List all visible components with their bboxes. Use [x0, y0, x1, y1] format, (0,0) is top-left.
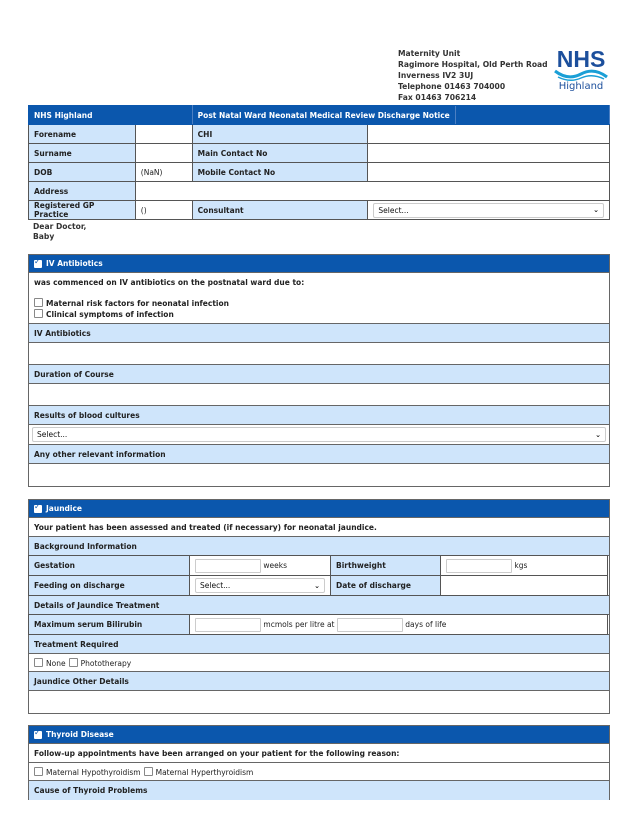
mobile-contact-label: Mobile Contact No: [192, 163, 368, 182]
jaundice-section: [28, 499, 610, 714]
treatment-required-label: Treatment Required: [29, 635, 609, 654]
wave-icon: [554, 68, 608, 82]
address-line: Maternity Unit: [398, 49, 461, 58]
checkbox[interactable]: [34, 309, 43, 318]
gestation-input[interactable]: [195, 559, 261, 573]
checkbox-option[interactable]: [34, 658, 66, 668]
section-intro: Your patient has been assessed and treated (if necessary) for neonatal jaundice.: [29, 518, 609, 537]
checkbox-label: None: [46, 658, 66, 668]
antibiotics-field[interactable]: [29, 343, 609, 365]
checkbox[interactable]: [34, 298, 43, 307]
jaundice-checkbox[interactable]: [34, 505, 42, 513]
checkbox-option[interactable]: [34, 298, 604, 309]
feeding-select[interactable]: [195, 578, 325, 593]
surname-value: [135, 144, 192, 163]
duration-field[interactable]: [29, 384, 609, 406]
gp-value: (): [135, 201, 192, 220]
jaundice-other-field[interactable]: [29, 691, 609, 713]
section-title: Thyroid Disease: [46, 730, 114, 739]
table-header-row: [29, 106, 610, 125]
checkbox-label: Phototherapy: [80, 658, 132, 668]
birthweight-label: Birthweight: [331, 556, 441, 576]
org-name: NHS Highland: [29, 106, 193, 125]
table-row: [29, 163, 610, 182]
checkbox-option[interactable]: [69, 658, 132, 668]
discharge-date-label: Date of discharge: [331, 576, 441, 596]
thyroid-checkbox[interactable]: [34, 731, 42, 739]
address-line: Telephone 01463 704000: [398, 82, 506, 91]
days-unit: days of life: [405, 619, 447, 629]
checkbox[interactable]: [69, 658, 78, 667]
chevron-down-icon: ⌄: [314, 581, 320, 590]
consultant-label: Consultant: [192, 201, 368, 220]
blood-cultures-select-value: Select...: [37, 430, 68, 439]
cultures-label: Results of blood cultures: [29, 406, 609, 425]
checkbox-label: Maternal Hypothyroidism: [46, 767, 141, 777]
address-label: Address: [29, 182, 136, 201]
checkbox-option[interactable]: [34, 767, 141, 777]
other-info-field[interactable]: [29, 464, 609, 486]
section-header: [29, 255, 609, 273]
patient-details-table: [28, 105, 610, 220]
table-row: [29, 182, 610, 201]
form-title: Post Natal Ward Neonatal Medical Review Discharge Notice: [193, 106, 456, 124]
chi-value: [368, 125, 610, 144]
checkbox-label: Maternal Hyperthyroidism: [155, 767, 254, 777]
checkbox-label: Clinical symptoms of infection: [46, 310, 174, 319]
forename-label: Forename: [29, 125, 136, 144]
blood-cultures-select[interactable]: [32, 427, 606, 442]
gestation-label: Gestation: [29, 556, 190, 576]
mobile-contact-value: [368, 163, 610, 182]
dob-value: (NaN): [135, 163, 192, 182]
consultant-select-value: Select...: [378, 205, 409, 215]
checkbox-option[interactable]: [144, 767, 254, 777]
dob-label: DOB: [29, 163, 136, 182]
section-header: [29, 726, 609, 744]
background-label: Background Information: [29, 537, 609, 556]
bilirubin-table: [28, 614, 608, 635]
checkbox[interactable]: [144, 767, 153, 776]
main-contact-label: Main Contact No: [192, 144, 368, 163]
consultant-select[interactable]: [373, 203, 604, 218]
chevron-down-icon: ⌄: [595, 430, 601, 439]
table-row: [29, 615, 608, 635]
logo-subtext: Highland: [558, 81, 604, 92]
bilirubin-unit: mcmols per litre at: [263, 619, 335, 629]
checkbox[interactable]: [34, 767, 43, 776]
antibiotics-label: IV Antibiotics: [29, 324, 609, 343]
greeting-line: Baby: [33, 232, 55, 241]
birthweight-unit: kgs: [514, 560, 528, 570]
iv-antibiotics-section: [28, 254, 610, 487]
table-row: [29, 144, 610, 163]
treatment-details-label: Details of Jaundice Treatment: [29, 596, 609, 615]
address-line: Inverness IV2 3UJ: [398, 71, 474, 80]
other-info-label: Any other relevant information: [29, 445, 609, 464]
jaundice-other-label: Jaundice Other Details: [29, 672, 609, 691]
birthweight-input[interactable]: [446, 559, 512, 573]
table-row: [29, 201, 610, 220]
address-value: [135, 182, 609, 201]
section-header: [29, 500, 609, 518]
gp-label: Registered GP Practice: [29, 201, 136, 220]
address-line: Fax 01463 706214: [398, 93, 477, 102]
checkbox-option[interactable]: [34, 309, 604, 320]
address-line: Ragimore Hospital, Old Perth Road: [398, 60, 548, 69]
surname-label: Surname: [29, 144, 136, 163]
table-row: [29, 576, 608, 596]
discharge-date-value[interactable]: [441, 576, 608, 596]
section-intro: was commenced on IV antibiotics on the postnatal ward due to:: [34, 278, 305, 287]
chi-label: CHI: [192, 125, 368, 144]
chevron-down-icon: ⌄: [593, 206, 599, 214]
background-table: [28, 555, 608, 596]
greeting: [33, 222, 86, 242]
bilirubin-input[interactable]: [195, 618, 261, 632]
checkbox[interactable]: [34, 658, 43, 667]
table-row: [29, 556, 608, 576]
section-title: Jaundice: [46, 504, 83, 513]
days-input[interactable]: [337, 618, 403, 632]
greeting-line: Dear Doctor,: [33, 222, 87, 231]
thyroid-cause-label: Cause of Thyroid Problems: [29, 781, 609, 800]
duration-label: Duration of Course: [29, 365, 609, 384]
logo-text: NHS: [556, 46, 606, 72]
section-title: IV Antibiotics: [46, 259, 103, 268]
forename-value: [135, 125, 192, 144]
feeding-select-value: Select...: [200, 581, 231, 590]
main-contact-value: [368, 144, 610, 163]
checkbox-label: Maternal risk factors for neonatal infection: [46, 299, 229, 308]
bilirubin-label: Maximum serum Bilirubin: [29, 615, 190, 635]
thyroid-section: [28, 725, 610, 800]
table-row: [29, 125, 610, 144]
hospital-address: [398, 48, 548, 103]
iv-antibiotics-checkbox[interactable]: [34, 260, 42, 268]
section-intro: Follow-up appointments have been arranged on your patient for the following reason:: [29, 744, 609, 763]
nhs-highland-logo: [550, 48, 612, 98]
letterhead: [398, 48, 638, 100]
feeding-label: Feeding on discharge: [29, 576, 190, 596]
gestation-unit: weeks: [263, 560, 288, 570]
